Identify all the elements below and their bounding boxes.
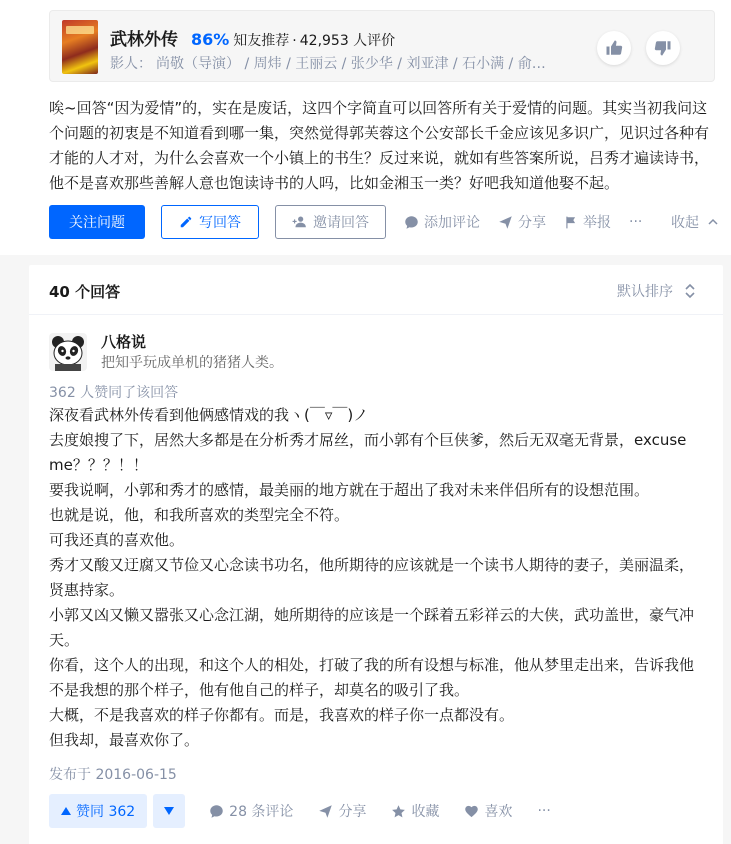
author-bio: 把知乎玩成单机的猪猪人类。 xyxy=(101,355,283,371)
author-name[interactable]: 八格说 xyxy=(101,333,147,351)
like-label: 喜欢 xyxy=(484,804,513,820)
thumbs-down-icon xyxy=(654,39,672,57)
media-cast-label: 影人： xyxy=(110,56,152,72)
media-title[interactable]: 武林外传 xyxy=(110,30,178,50)
triangle-up-icon xyxy=(61,806,71,816)
answers-header xyxy=(29,265,723,315)
paper-plane-icon xyxy=(318,804,333,819)
paper-plane-icon xyxy=(498,215,513,230)
share-question-button[interactable] xyxy=(498,212,546,232)
invite-answer-button[interactable] xyxy=(275,205,386,239)
share-answer-button[interactable] xyxy=(318,801,366,821)
answer-paragraph: 你看，这个人的出现，和这个人的相处，打破了我的所有设想与标准，他从梦里走出来，告诉我他不是我想的那个样子，他有他自己的样子，却莫名的吸引了我。 xyxy=(49,656,695,699)
published-date[interactable]: 发布于 2016-06-15 xyxy=(49,767,177,783)
media-card[interactable] xyxy=(49,10,715,82)
sort-dropdown[interactable] xyxy=(617,281,695,301)
report-label: 举报 xyxy=(583,215,611,231)
answer-paragraph: 要我说啊，小郭和秀才的感情，最美丽的地方就在于超出了我对未来伴侣所有的设想范围。 xyxy=(49,481,650,499)
answers-card xyxy=(29,265,723,844)
comment-icon xyxy=(209,804,224,819)
more-options-button[interactable]: ··· xyxy=(629,214,643,230)
thumbs-up-icon xyxy=(605,39,623,57)
answer-paragraph: 也就是说，他，和我所喜欢的类型完全不符。 xyxy=(49,506,350,524)
sort-updown-icon xyxy=(685,283,695,299)
media-separator: · xyxy=(292,33,297,49)
collapse-button[interactable] xyxy=(671,212,719,232)
upvote-label: 赞同 362 xyxy=(76,804,136,820)
media-cast-list[interactable]: 尚敬（导演） / 周炜 / 王丽云 / 张少华 / 刘亚津 / 石小满 / 俞… xyxy=(156,56,546,72)
media-score: 86% xyxy=(191,30,230,49)
share-question-label: 分享 xyxy=(518,215,546,231)
question-area xyxy=(0,0,731,255)
answer-actions xyxy=(49,794,551,828)
answer-paragraph: 但我却，最喜欢你了。 xyxy=(49,731,200,749)
chevron-up-icon xyxy=(707,216,719,228)
media-rating-count: 42,953 人评价 xyxy=(299,33,396,49)
collect-button[interactable] xyxy=(391,801,439,821)
comments-label: 28 条评论 xyxy=(229,804,294,820)
avatar[interactable] xyxy=(49,333,87,371)
panda-avatar-icon xyxy=(49,333,87,371)
voters-count[interactable]: 362 人赞同了该回答 xyxy=(49,385,179,401)
report-button[interactable] xyxy=(564,212,611,232)
invite-answer-label: 邀请回答 xyxy=(313,215,369,231)
question-detail: 唉~回答“因为爱情”的，实在是废话，这四个字简直可以回答所有关于爱情的问题。其实当初我问这个问题的初衷是不知道看到哪一集，突然觉得郭芙蓉这个公安部长千金应该见多识广，见识过各种有才能的人才对，为什么会喜欢一个小镇上的书生？反过来说，就如有些答案所说，吕秀才遍读诗书，他不是喜欢那些善解人意也饱读诗书的人吗，比如金湘玉一类？好吧我知道他娶不起。 xyxy=(49,99,710,192)
answers-count: 40 个回答 xyxy=(49,283,121,301)
media-recommend-label: 知友推荐 xyxy=(233,33,290,49)
triangle-down-icon xyxy=(164,806,174,816)
answer-paragraph: 小郭又凶又懒又嚣张又心念江湖，她所期待的应该是一个踩着五彩祥云的大侠，武功盖世，豪气冲天。 xyxy=(49,606,695,649)
media-cast xyxy=(110,53,580,73)
heart-icon xyxy=(464,804,479,819)
answer-paragraph: 大概，不是我喜欢的样子你都有。而是，我喜欢的样子你一点都没有。 xyxy=(49,706,515,724)
write-answer-label: 写回答 xyxy=(199,215,241,231)
write-answer-button[interactable] xyxy=(161,205,259,239)
answer-paragraph: 可我还真的喜欢他。 xyxy=(49,531,185,549)
media-thumbs-down-button[interactable] xyxy=(646,31,680,65)
comments-button[interactable] xyxy=(209,801,293,821)
answer-more-button[interactable]: ··· xyxy=(537,803,551,819)
question-actions xyxy=(49,205,719,239)
media-thumbs-up-button[interactable] xyxy=(597,31,631,65)
answer-paragraph: 深夜看武林外传看到他俩感情戏的我ヽ(￣▿￣)ノ xyxy=(49,406,369,424)
upvote-button[interactable] xyxy=(49,794,147,828)
star-icon xyxy=(391,804,406,819)
answer-paragraph: 秀才又酸又迂腐又节俭又心念读书功名，他所期待的应该就是一个读书人期待的妻子，美丽温柔，贤惠持家。 xyxy=(49,556,695,599)
add-person-icon xyxy=(292,215,307,229)
follow-question-button[interactable]: 关注问题 xyxy=(49,205,145,239)
collect-label: 收藏 xyxy=(411,804,440,820)
collapse-label: 收起 xyxy=(671,215,699,231)
add-comment-button[interactable] xyxy=(404,212,480,232)
sort-label: 默认排序 xyxy=(617,284,673,300)
pencil-icon xyxy=(179,215,193,229)
comment-icon xyxy=(404,215,419,230)
add-comment-label: 添加评论 xyxy=(424,215,480,231)
answer-paragraph: 去度娘搜了下，居然大多都是在分析秀才屌丝，而小郭有个巨侠爹，然后无双毫无背景，excuse me？？？！！ xyxy=(49,431,687,474)
share-answer-label: 分享 xyxy=(338,804,367,820)
media-title-row xyxy=(110,25,395,50)
media-poster[interactable] xyxy=(62,20,98,74)
answer-body xyxy=(49,403,699,753)
like-button[interactable] xyxy=(464,801,512,821)
downvote-button[interactable] xyxy=(153,794,185,828)
flag-icon xyxy=(564,215,578,230)
